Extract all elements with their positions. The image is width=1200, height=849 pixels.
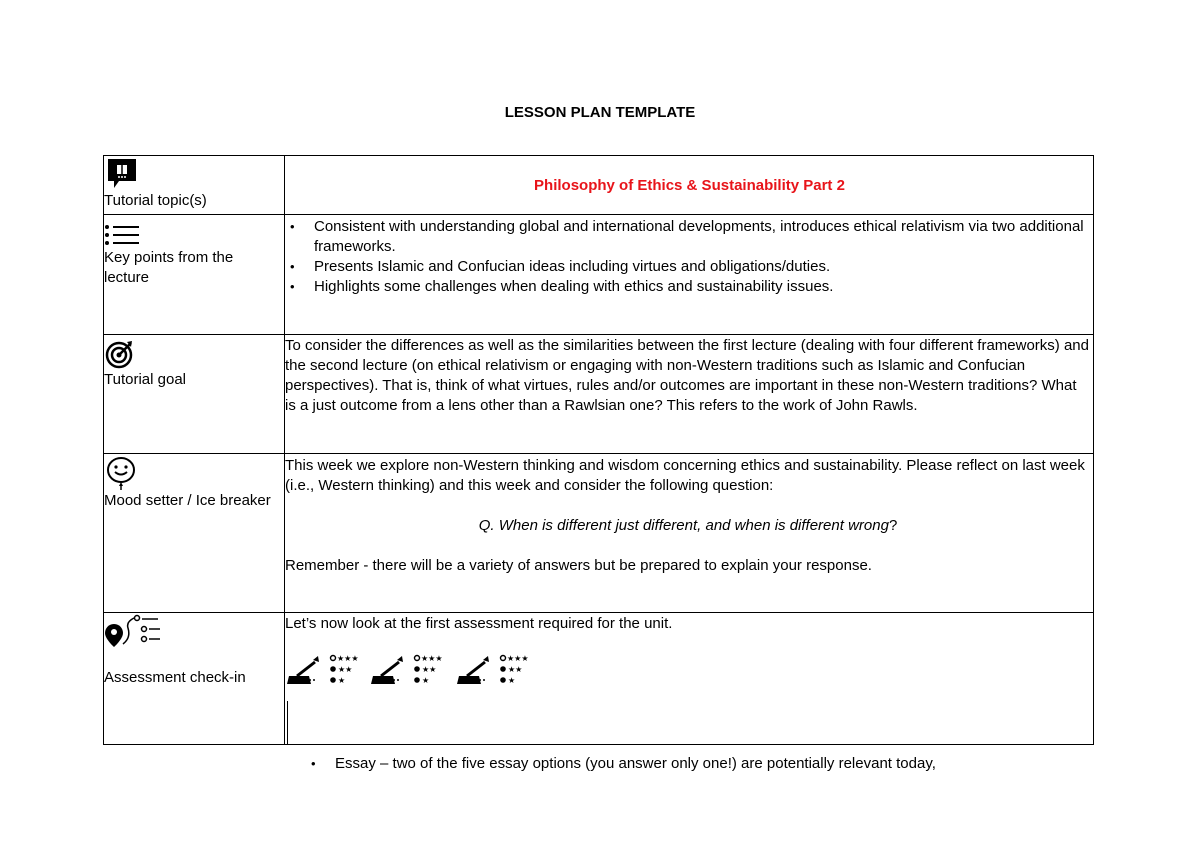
key-points-label-cell <box>104 222 282 288</box>
assessment-icon-row <box>285 654 1091 694</box>
svg-text:★: ★ <box>338 676 346 685</box>
speech-bubble-icon <box>104 157 140 191</box>
topic-label: Tutorial topic(s) <box>104 192 207 209</box>
target-icon <box>104 338 136 370</box>
svg-text:★★: ★★ <box>508 665 523 674</box>
svg-text:★: ★ <box>422 676 430 685</box>
assessment-label: Assessment check-in <box>104 669 246 686</box>
goal-label: Tutorial goal <box>104 371 186 388</box>
svg-text:★★★: ★★★ <box>507 654 529 663</box>
mood-question-text: Q. When is different just different, and when is different wrong <box>478 517 889 534</box>
assessment-intro: Let’s now look at the first assessment required for the unit. <box>285 615 673 632</box>
mood-remember: Remember - there will be a variety of answers but be prepared to explain your response. <box>285 557 872 574</box>
mood-content <box>285 456 1091 576</box>
writing-rating-icon <box>455 654 533 688</box>
mood-label: Mood setter / Ice breaker <box>104 492 271 509</box>
writing-rating-icon <box>369 654 447 688</box>
svg-text:★★★: ★★★ <box>421 654 443 663</box>
list-item: • Essay – two of the five essay options (you answer only one!) are potentially relevant today, <box>335 754 1091 774</box>
key-points-label: Key points from the lecture <box>104 249 234 286</box>
writing-rating-icon <box>285 654 363 688</box>
mood-question <box>285 516 1091 536</box>
mood-intro: This week we explore non-Western thinking and wisdom concerning ethics and sustainability. Please reflect on last week (i.e., Western thinking) and this week and consider the following question: <box>285 457 1085 494</box>
svg-text:★: ★ <box>508 676 516 685</box>
topic-label-cell <box>104 157 282 211</box>
mood-question-mark: ? <box>888 517 898 534</box>
mood-label-cell <box>104 455 282 511</box>
page-title: LESSON PLAN TEMPLATE <box>504 104 696 121</box>
assessment-content <box>285 614 1091 774</box>
svg-text:★★: ★★ <box>422 665 437 674</box>
goal-content: To consider the differences as well as the similarities between the first lecture (dealing with four different frameworks) and the second lecture (on ethical relativism or engaging with non-Western traditions such as Islamic and Confucian perspectives). That is, think of what virtues, rules and/or outcomes are important in these non-Western traditions? What is a just outcome from a lens other than a Rawlsian one? This refers to the work of John Rawls. <box>285 337 1089 414</box>
roadmap-checklist-icon <box>104 614 162 656</box>
list-item: • Highlights some challenges when dealing with ethics and sustainability issues. <box>314 277 1091 297</box>
bullet-list-icon <box>104 222 142 248</box>
svg-text:★★: ★★ <box>338 665 353 674</box>
smiley-balloon-icon <box>104 455 138 491</box>
tutorial-topic-value: Philosophy of Ethics & Sustainability Part 2 <box>534 177 845 194</box>
goal-label-cell <box>104 338 282 390</box>
assessment-label-cell <box>104 614 282 688</box>
list-item: • Consistent with understanding global and international developments, introduces ethical relativism via two additional frameworks. <box>314 217 1091 257</box>
svg-text:★★★: ★★★ <box>337 654 359 663</box>
list-item: • Presents Islamic and Confucian ideas including virtues and obligations/duties. <box>314 257 1091 277</box>
key-points-content <box>285 217 1091 297</box>
